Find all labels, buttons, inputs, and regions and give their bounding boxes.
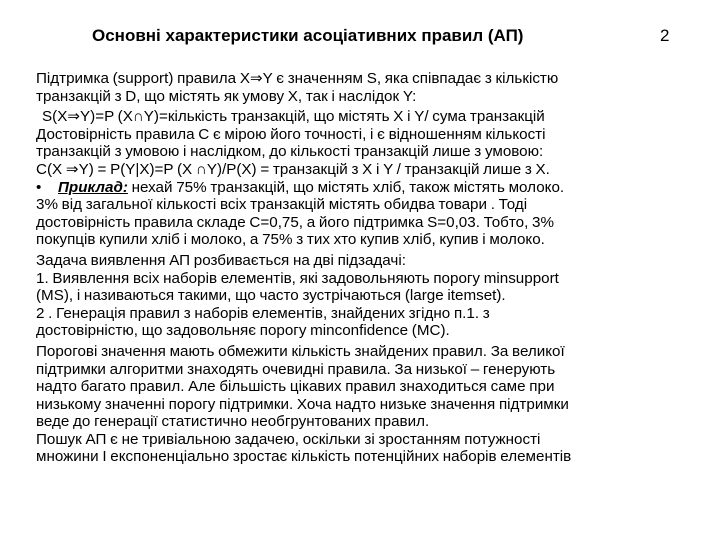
page-number: 2: [660, 26, 670, 45]
subtask-1-line-1: 1. Виявлення всіх наборів елементів, які задовольняють порогу minsupport: [36, 269, 559, 287]
threshold-paragraph-line-3: надто багато правил. Але більшість цікавих правил знаходиться саме при: [36, 378, 555, 396]
example-line-4: покупців купили хліб і молоко, а 75% з тих хто купив хліб, купив і молоко.: [36, 231, 545, 249]
support-formula: S(X⇒Y)=P (X∩Y)=кількість транзакцій, що містять X і Y/ сума транзакцій: [42, 108, 545, 126]
task-intro: Задача виявлення АП розбивається на дві підзадачі:: [36, 251, 406, 269]
example-line-1: [36, 179, 686, 197]
subtask-1-line-2: (MS), і називаються такими, що часто зустрічаються (large itemset).: [36, 287, 506, 305]
search-complexity-line-1: Пошук АП є не тривіальною задачею, оскільки зі зростанням потужності: [36, 430, 541, 448]
subtask-2-line-2: достовірністю, що задовольняє порогу minconfidence (MC).: [36, 322, 450, 340]
confidence-formula: C(X ⇒Y) = P(Y|X)=P (X ∩Y)/P(X) = транзакцій з X і Y / транзакцій лише з X.: [36, 160, 550, 178]
bullet-icon: •: [36, 178, 42, 196]
threshold-paragraph-line-2: підтримки алгоритми знаходять очевидні правила. За низької – генерують: [36, 360, 556, 378]
example-text: нехай 75% транзакцій, що містять хліб, також містять молоко.: [127, 178, 565, 196]
support-definition-line-2: транзакцій з D, що містять як умову X, так і наслідок Y:: [36, 87, 417, 105]
subtask-2-line-1: 2 . Генерація правил з наборів елементів, знайдених згідно п.1. з: [36, 304, 490, 322]
threshold-paragraph-line-4: низькому значенні порогу підтримки. Хоча надто низьке значення підтримки: [36, 395, 569, 413]
threshold-paragraph-line-5: веде до генерації статистично необгрунтованих правил.: [36, 413, 430, 431]
example-label: Приклад:: [58, 178, 128, 196]
confidence-definition-line-1: Достовірність правила C є мірою його точності, і є відношенням кількості: [36, 125, 546, 143]
slide-body: [36, 70, 686, 466]
confidence-definition-line-2: транзакцій з умовою і наслідком, до кількості транзакцій лише з умовою:: [36, 143, 544, 161]
slide-title: Основні характеристики асоціативних правил (АП): [92, 26, 524, 45]
threshold-paragraph-line-1: Порогові значення мають обмежити кількість знайдених правил. За великої: [36, 342, 565, 360]
example-line-3: достовірність правила складе C=0,75, а його підтримка S=0,03. Тобто, 3%: [36, 213, 554, 231]
support-definition-line-1: Підтримка (support) правила X⇒Y є значенням S, яка співпадає з кількістю: [36, 70, 559, 87]
search-complexity-line-2: множини I експоненціально зростає кількість потенційних наборів елементів: [36, 448, 572, 466]
example-line-2: 3% від загальної кількості всіх транзакцій містять обидва товари . Тоді: [36, 196, 528, 214]
